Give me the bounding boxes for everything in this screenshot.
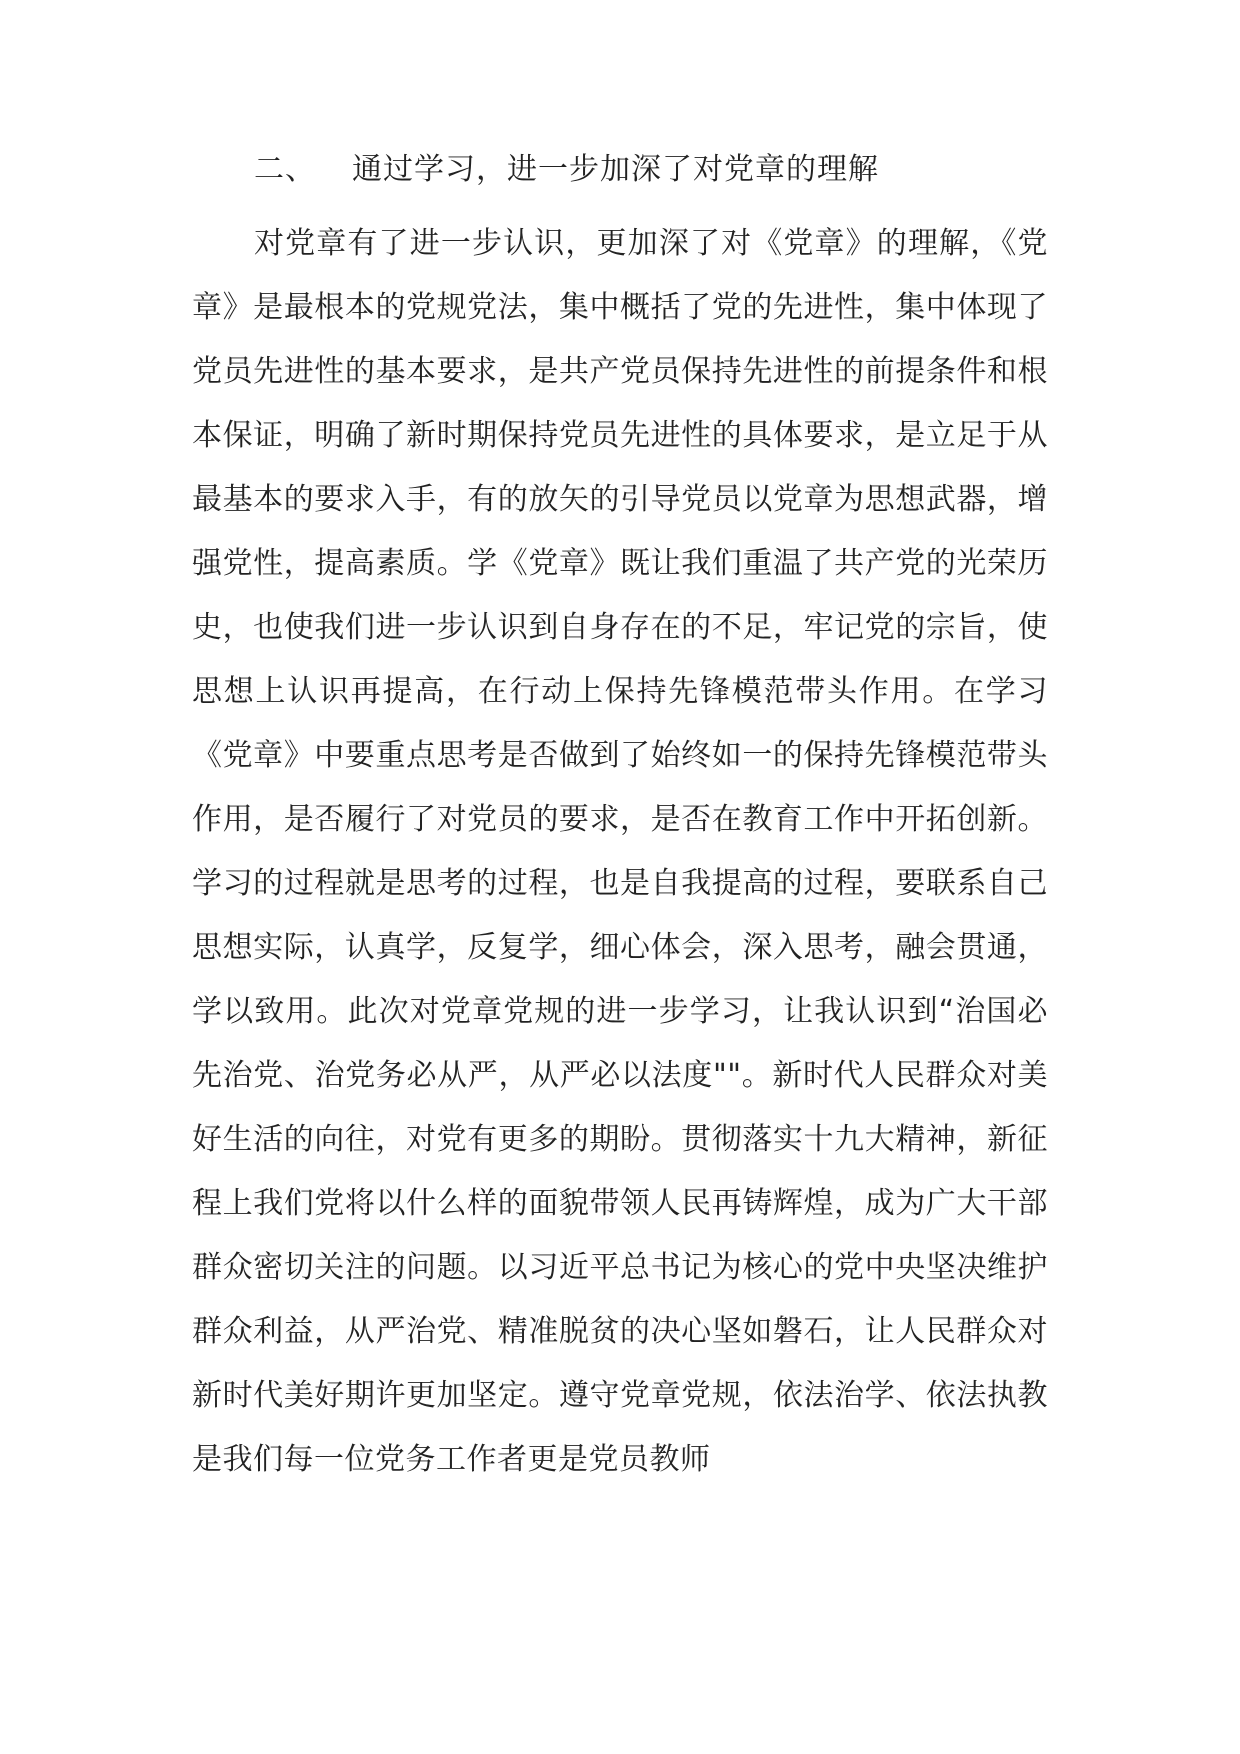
document-body <box>192 140 1048 1492</box>
section-title: 通过学习，进一步加深了对党章的理解 <box>352 152 879 187</box>
section-number: 二、 <box>254 152 316 187</box>
body-paragraph: 对党章有了进一步认识，更加深了对《党章》的理解，《党章》是最根本的党规党法，集中概括了党的先进性，集中体现了党员先进性的基本要求，是共产党员保持先进性的前提条件和根本保证，明确了新时期保持党员先进性的具体要求，是立足于从最基本的要求入手，有的放矢的引导党员以党章为思想武器，增强党性，提高素质。学《党章》既让我们重温了共产党的光荣历史，也使我们进一步认识到自身存在的不足，牢记党的宗旨，使思想上认识再提高，在行动上保持先锋模范带头作用。在学习《党章》中要重点思考是否做到了始终如一的保持先锋模范带头作用，是否履行了对党员的要求，是否在教育工作中开拓创新。学习的过程就是思考的过程，也是自我提高的过程，要联系自己思想实际，认真学，反复学，细心体会，深入思考，融会贯通，学以致用。此次对党章党规的进一步学习，让我认识到“治国必先治党、治党务必从严，从严必以法度""。新时代人民群众对美好生活的向往，对党有更多的期盼。贯彻落实十九大精神，新征程上我们党将以什么样的面貌带领人民再铸辉煌，成为广大干部群众密切关注的问题。以习近平总书记为核心的党中央坚决维护群众利益，从严治党、精准脱贫的决心坚如磐石，让人民群众对新时代美好期许更加坚定。遵守党章党规，依法治学、依法执教是我们每一位党务工作者更是党员教师 <box>192 226 1048 1477</box>
section-heading <box>192 140 1048 200</box>
